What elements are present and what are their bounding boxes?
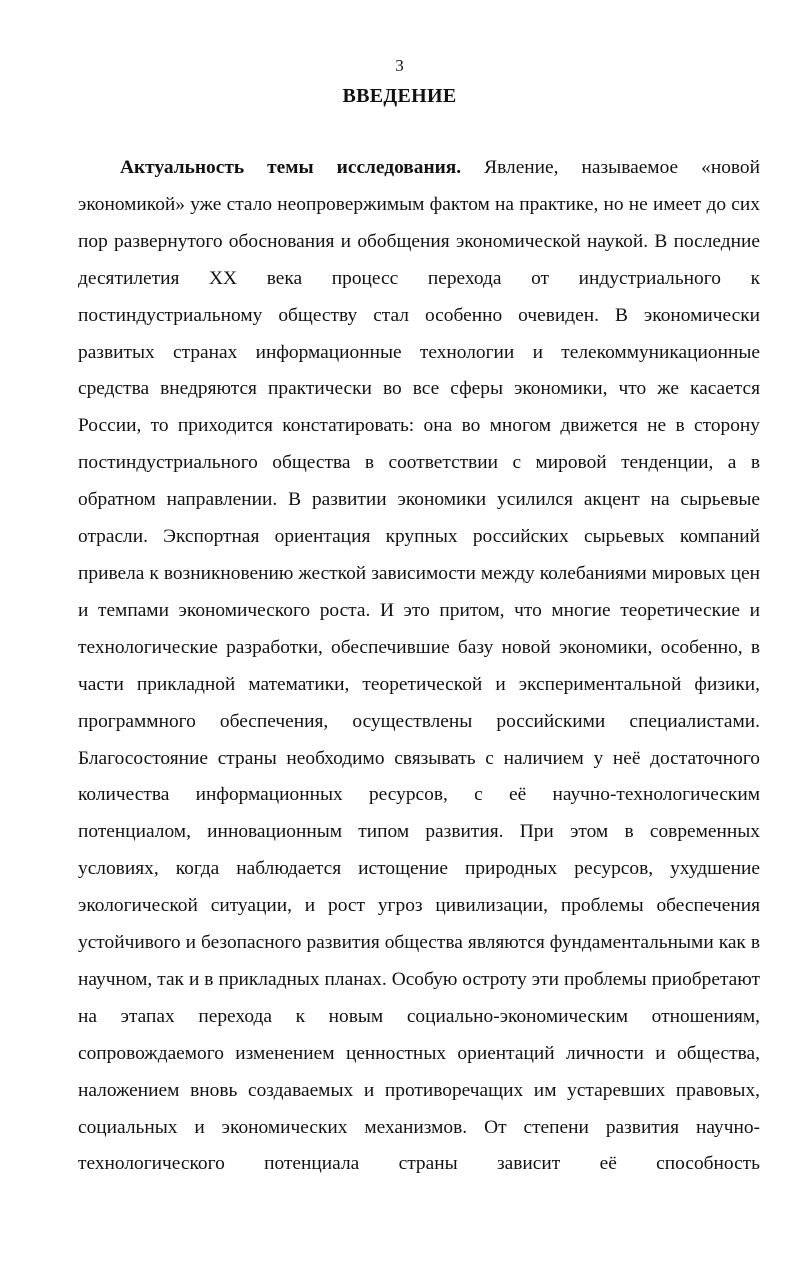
body-paragraph [78,150,760,1183]
paragraph-text: Явление, называемое «новой экономикой» уже стало неопровержимым фактом на практике, но не имеет до сих пор развернутого обоснования и обобщения экономической наукой. В последние десятилетия XX века процесс перехода от индустриального к постиндустриальному обществу стал особенно очевиден. В экономически развитых странах информационные технологии и телекоммуникационные средства внедряются практически во все сферы экономики, что же касается России, то приходится констатировать: она во многом движется не в сторону постиндустриального общества в соответствии с мировой тенденции, а в обратном направлении. В развитии экономики усилился акцент на сырьевые отрасли. Экспортная ориентация крупных российских сырьевых компаний привела к возникновению жесткой зависимости между колебаниями мировых цен и темпами экономического роста. И это притом, что многие теоретические и технологические разработки, обеспечившие базу новой экономики, особенно, в части прикладной математики, теоретической и экспериментальной физики, программного обеспечения, осуществлены российскими специалистами. Благосостояние страны необходимо связывать с наличием у неё достаточного количества информационных ресурсов, с её научно-технологическим потенциалом, инновационным типом развития. При этом в современных условиях, когда наблюдается истощение природных ресурсов, ухудшение экологической ситуации, и рост угроз цивилизации, проблемы обеспечения устойчивого и безопасного развития общества являются фундаментальными как в научном, так и в прикладных планах. Особую остроту эти проблемы приобретают на этапах перехода к новым социально-экономическим отношениям, сопровождаемого изменением ценностных ориентаций личности и общества, наложением вновь создаваемых и противоречащих им устаревших правовых, социальных и экономических механизмов. От степени развития научно-технологического потенциала страны зависит её способность [78,157,761,1175]
page-number: 3 [395,56,404,75]
paragraph-lead: Актуальность темы исследования. [120,157,462,178]
page-title: ВВЕДЕНИЕ [342,85,457,107]
